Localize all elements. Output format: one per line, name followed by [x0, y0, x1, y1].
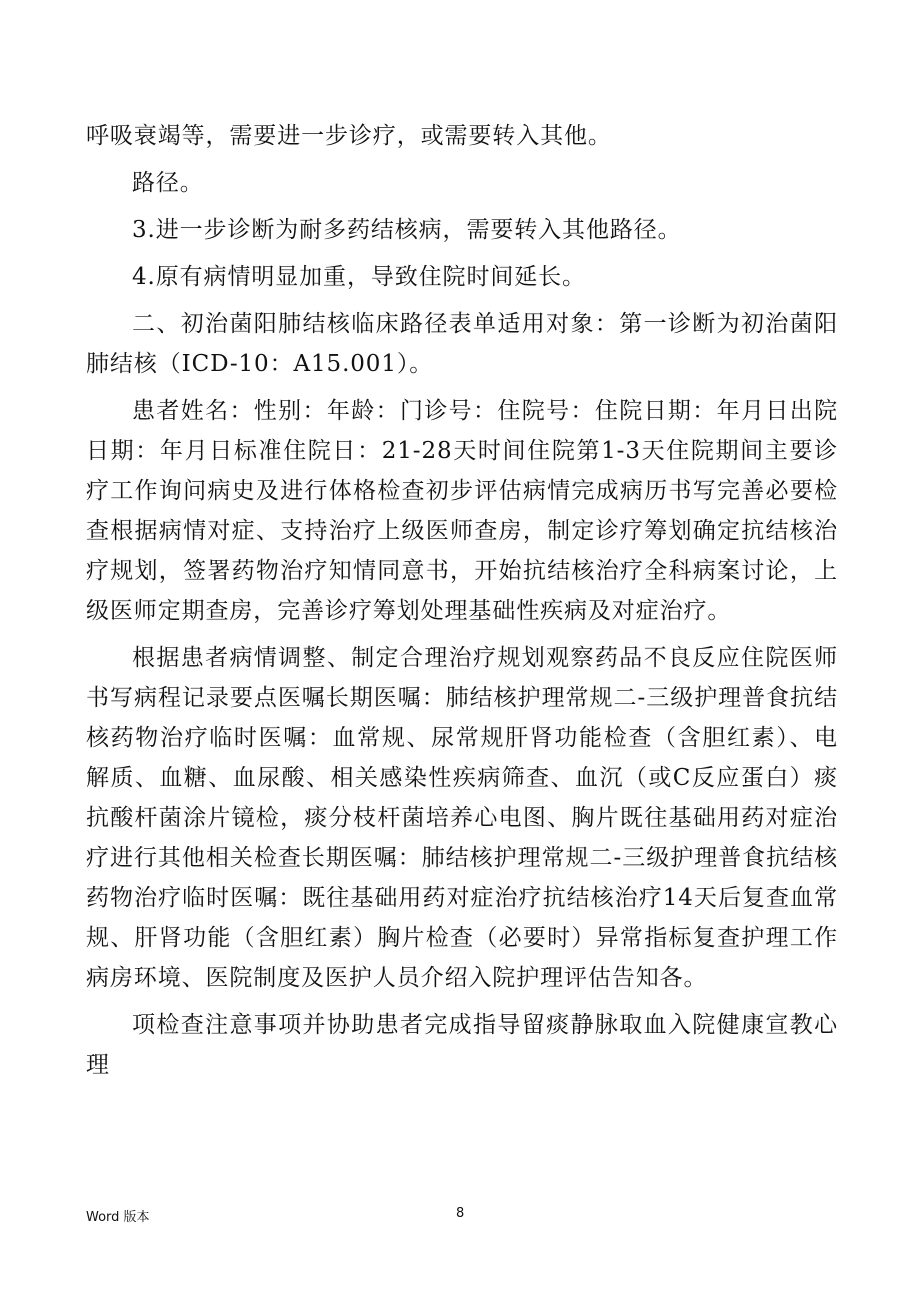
paragraph-6: 患者姓名：性别：年龄：门诊号：住院号：住院日期：年月日出院日期：年月日标准住院日：21-28天时间住院第1-3天住院期间主要诊疗工作询问病史及进行体格检查初步评估病情完成病历书写完善必要检查根据病情对症、支持治疗上级医师查房，制定诊疗筹划确定抗结核治疗规划，签署药物治疗知情同意书，开始抗结核治疗全科病案讨论，上级医师定期查房，完善诊疗筹划处理基础性疾病及对症治疗。: [86, 398, 838, 624]
paragraph-4: 4.原有病情明显加重，导致住院时间延长。: [132, 264, 586, 290]
paragraph-1: 呼吸衰竭等，需要进一步诊疗，或需要转入其他。: [86, 123, 612, 149]
paragraph-7: 根据患者病情调整、制定合理治疗规划观察药品不良反应住院医师书写病程记录要点医嘱长期医嘱：肺结核护理常规二-三级护理普食抗结核药物治疗临时医嘱：血常规、尿常规肝肾功能检查（含胆红素）、电解质、血糖、血尿酸、相关感染性疾病筛查、血沉（或C反应蛋白）痰抗酸杆菌涂片镜检，痰分枝杆菌培养心电图、胸片既往基础用药对症治疗进行其他相关检查长期医嘱：肺结核护理常规二-三级护理普食抗结核药物治疗临时医嘱：既往基础用药对症治疗抗结核治疗14天后复查血常规、肝肾功能（含胆红素）胸片检查（必要时）异常指标复查护理工作病房环境、医院制度及医护人员介绍入院护理评估告知各。: [86, 645, 838, 991]
paragraph-5: 二、初治菌阳肺结核临床路径表单适用对象：第一诊断为初治菌阳肺结核（ICD-10：A15.001）。: [86, 311, 838, 377]
page-footer: [86, 1206, 838, 1226]
paragraph-2: 路径。: [132, 170, 204, 196]
paragraph-8: 项检查注意事项并协助患者完成指导留痰静脉取血入院健康宣教心理: [86, 1012, 838, 1078]
document-body: [86, 116, 838, 1085]
page-number: 8: [456, 1206, 465, 1221]
footer-label: Word 版本: [86, 1210, 150, 1225]
paragraph-3: 3.进一步诊断为耐多药结核病，需要转入其他路径。: [132, 217, 682, 243]
